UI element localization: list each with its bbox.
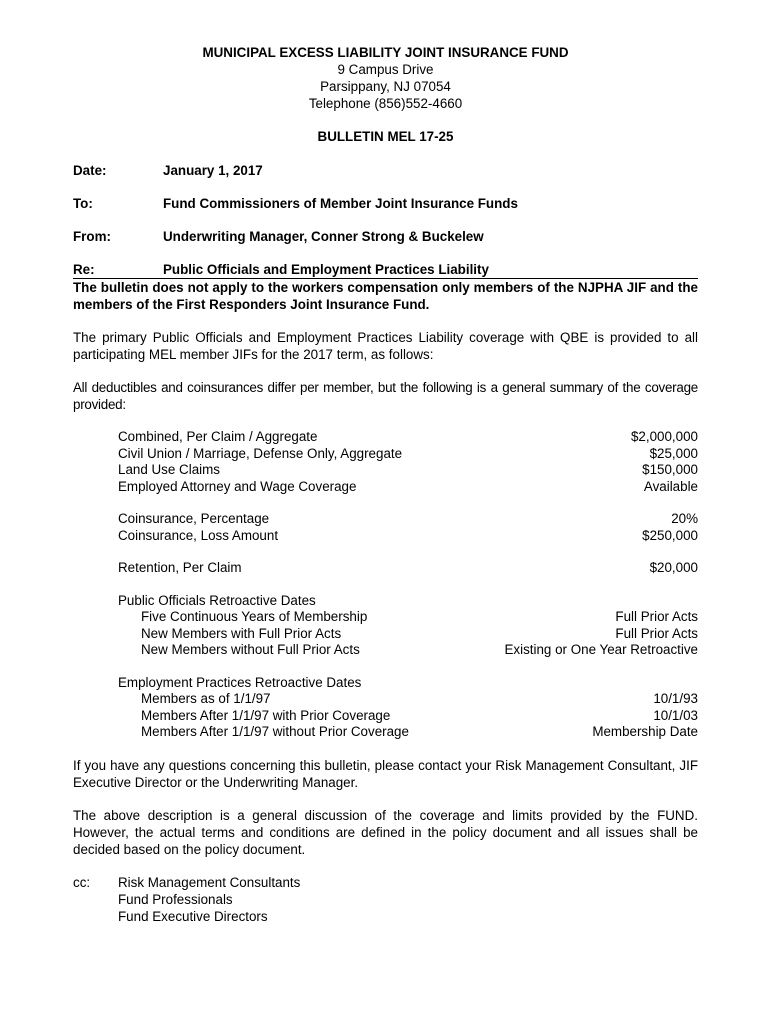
group-heading	[118, 675, 698, 692]
coverage-value: 10/1/03	[653, 707, 698, 723]
questions-paragraph: If you have any questions concerning this bulletin, please contact your Risk Management Consultant, JIF Executive Director or the Underwriting Manager.	[73, 757, 698, 790]
bulletin-id: BULLETIN MEL 17-25	[317, 129, 454, 144]
coverage-label: Five Continuous Years of Membership	[141, 609, 368, 624]
coverage-row	[118, 724, 698, 741]
coverage-value: $250,000	[642, 527, 698, 543]
coverage-value: $150,000	[642, 462, 698, 477]
coverage-value: 10/1/93	[653, 691, 698, 706]
cc-recipients	[118, 874, 300, 925]
cc-block	[73, 874, 698, 925]
retention-group	[118, 560, 698, 577]
po-retro-heading: Public Officials Retroactive Dates	[118, 592, 316, 608]
coverage-label: Members as of 1/1/97	[141, 691, 271, 706]
date-value: January 1, 2017	[163, 163, 263, 178]
coverage-row	[118, 429, 698, 446]
memo-re	[73, 261, 698, 279]
po-retro-group	[118, 593, 698, 659]
telephone: Telephone (856)552-4660	[308, 96, 463, 111]
limits-group	[118, 429, 698, 495]
memo-block	[73, 162, 698, 279]
ep-retro-group	[118, 675, 698, 741]
address-line-1: 9 Campus Drive	[337, 62, 434, 77]
coverage-row	[118, 511, 698, 528]
date-label: Date:	[73, 163, 107, 178]
coverage-value: $2,000,000	[630, 429, 698, 444]
coverage-value: Existing or One Year Retroactive	[504, 642, 698, 657]
coverage-row	[118, 462, 698, 479]
coverage-row	[118, 691, 698, 708]
coverage-row	[118, 609, 698, 626]
coverage-value: Full Prior Acts	[615, 625, 698, 641]
coverage-label: Land Use Claims	[118, 462, 220, 477]
coverage-label: Employed Attorney and Wage Coverage	[118, 478, 357, 494]
from-value: Underwriting Manager, Conner Strong & Buckelew	[163, 229, 484, 244]
cc-recipient: Risk Management Consultants	[118, 874, 301, 890]
coverage-value: Available	[643, 478, 698, 494]
summary-intro: All deductibles and coinsurances differ per member, but the following is a general summary of the coverage provided:	[73, 380, 698, 412]
coverage-label: Civil Union / Marriage, Defense Only, Aggregate	[118, 445, 403, 461]
coverage-label: Coinsurance, Loss Amount	[118, 527, 279, 543]
notice: The bulletin does not apply to the workers compensation only members of the NJPHA JIF and the members of the First Responders Joint Insurance Fund.	[73, 280, 698, 312]
to-label: To:	[73, 196, 93, 211]
coverage-label: Members After 1/1/97 without Prior Coverage	[141, 724, 409, 739]
to-value: Fund Commissioners of Member Joint Insurance Funds	[163, 196, 518, 211]
coverage-label: Members After 1/1/97 with Prior Coverage	[141, 707, 391, 723]
group-heading	[118, 593, 698, 610]
intro-paragraph: The primary Public Officials and Employment Practices Liability coverage with QBE is provided to all participating MEL member JIFs for the 2017 term, as follows:	[73, 330, 698, 362]
coinsurance-group	[118, 511, 698, 544]
bulletin-page	[73, 44, 698, 925]
coverage-value: $20,000	[649, 560, 698, 575]
coverage-row	[118, 446, 698, 463]
coverage-label: New Members with Full Prior Acts	[141, 625, 342, 641]
coverage-value: $25,000	[649, 445, 698, 461]
cc-recipient: Fund Executive Directors	[118, 908, 268, 924]
coverage-label: Retention, Per Claim	[118, 560, 242, 575]
coverage-label: New Members without Full Prior Acts	[141, 642, 360, 657]
from-label: From:	[73, 229, 111, 244]
coverage-row	[118, 560, 698, 577]
coverage-label: Combined, Per Claim / Aggregate	[118, 429, 318, 444]
coverage-value: 20%	[671, 511, 698, 526]
cc-recipient: Fund Professionals	[118, 891, 233, 907]
org-name: MUNICIPAL EXCESS LIABILITY JOINT INSURANCE FUND	[202, 45, 569, 60]
disclaimer-paragraph: The above description is a general discussion of the coverage and limits provided by the FUND. However, the actual terms and conditions are defined in the policy document and all issues shall be decided based on the policy document.	[73, 807, 698, 857]
memo-date	[73, 162, 698, 179]
memo-from	[73, 228, 698, 245]
coverage-row	[118, 479, 698, 496]
letterhead	[73, 44, 698, 112]
coverage-row	[118, 642, 698, 659]
re-value: Public Officials and Employment Practices Liability	[163, 262, 489, 277]
coverage-table	[118, 429, 698, 741]
coverage-row	[118, 708, 698, 725]
cc-label: cc:	[73, 874, 91, 890]
coverage-value: Full Prior Acts	[615, 609, 698, 624]
ep-retro-heading: Employment Practices Retroactive Dates	[118, 674, 362, 690]
coverage-row	[118, 528, 698, 545]
coverage-label: Coinsurance, Percentage	[118, 511, 270, 526]
coverage-value: Membership Date	[592, 724, 698, 739]
memo-to	[73, 195, 698, 212]
re-label: Re:	[73, 262, 95, 277]
coverage-row	[118, 626, 698, 643]
address-line-2: Parsippany, NJ 07054	[320, 79, 451, 94]
